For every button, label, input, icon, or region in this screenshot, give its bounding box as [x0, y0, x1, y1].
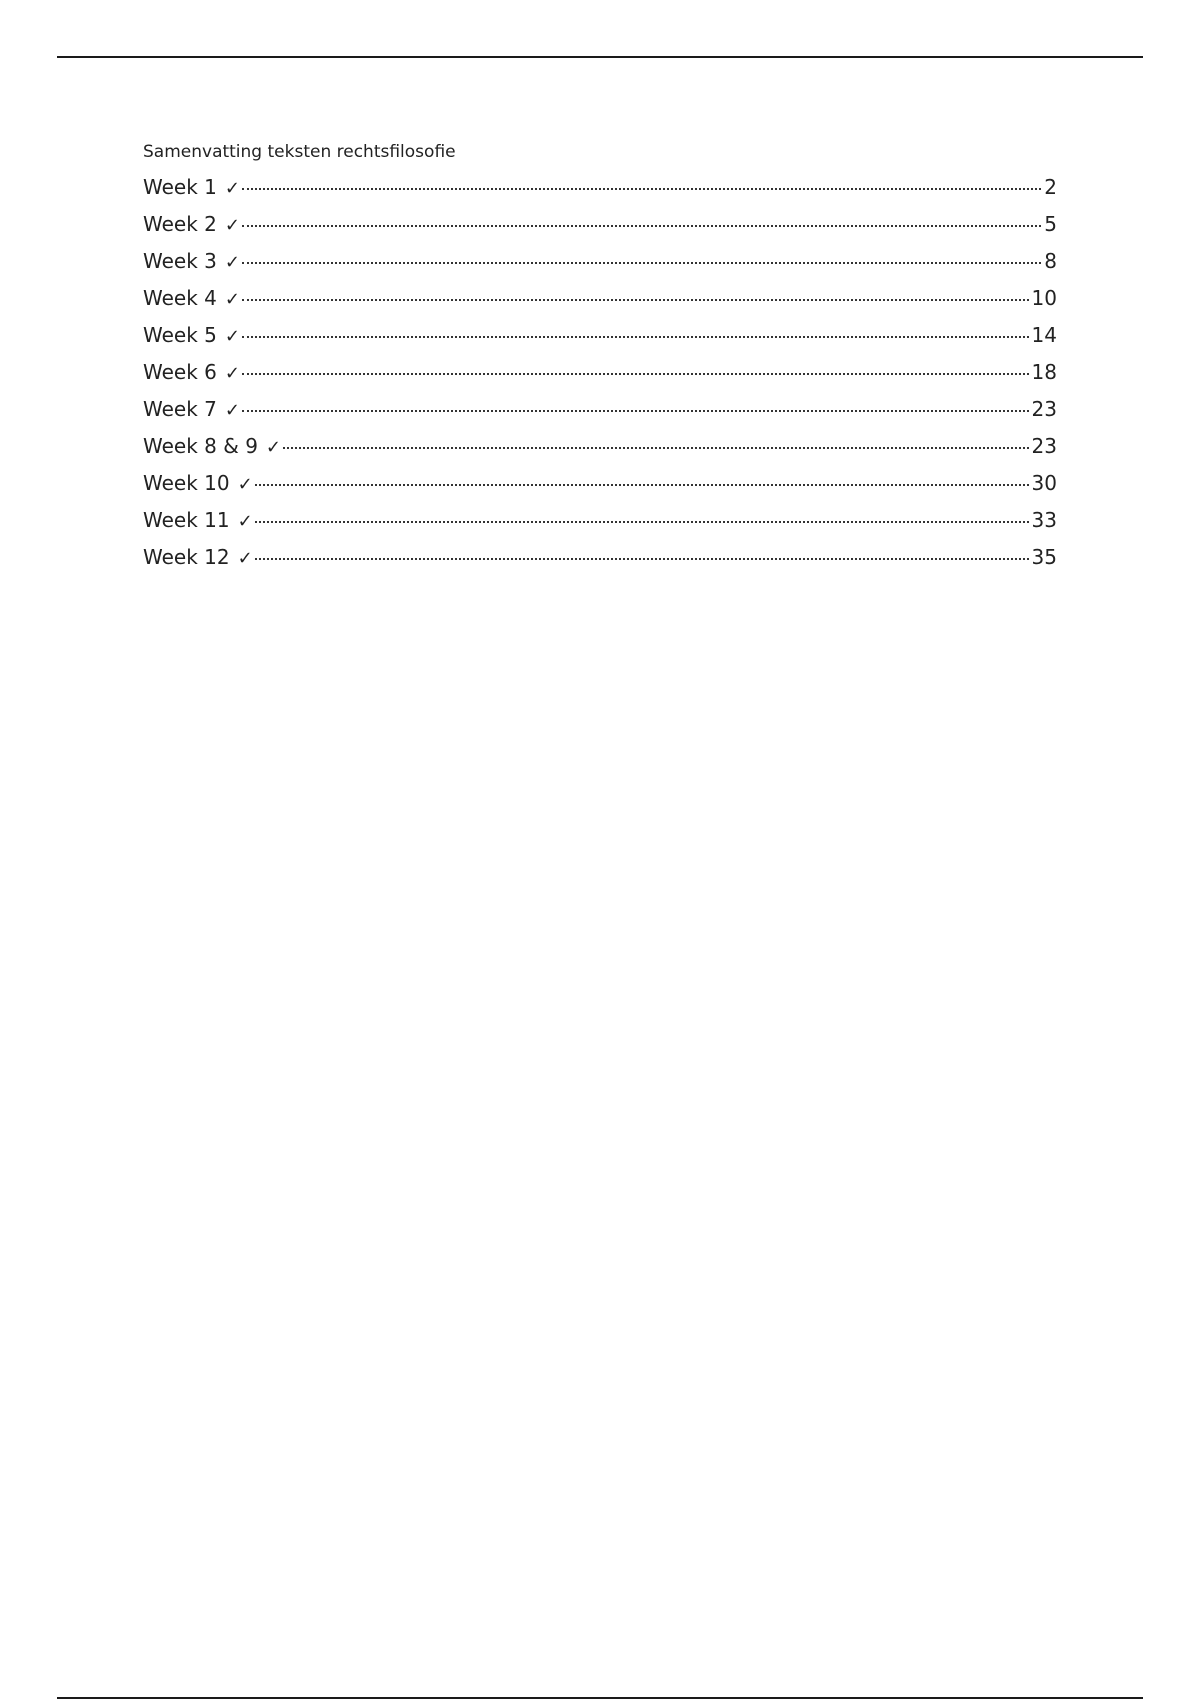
toc-entry[interactable] — [143, 433, 1057, 470]
toc-entry[interactable] — [143, 359, 1057, 396]
toc-entry-label: Week 2 — [143, 212, 217, 236]
checkmark-icon: ✓ — [224, 326, 240, 347]
dot-leader — [242, 188, 1041, 190]
toc-entry-label: Week 10 — [143, 471, 230, 495]
toc-entry-page: 23 — [1031, 397, 1057, 421]
checkmark-icon: ✓ — [224, 400, 240, 421]
toc-entry[interactable] — [143, 248, 1057, 285]
dot-leader — [255, 558, 1029, 560]
dot-leader — [242, 410, 1029, 412]
dot-leader — [242, 225, 1041, 227]
toc-entry-label: Week 11 — [143, 508, 230, 532]
toc-entry-label: Week 6 — [143, 360, 217, 384]
toc-entry-page: 10 — [1031, 286, 1057, 310]
toc-entry-page: 8 — [1044, 249, 1057, 273]
toc-entry[interactable] — [143, 507, 1057, 544]
dot-leader — [242, 373, 1029, 375]
toc-entry-label: Week 8 & 9 — [143, 434, 258, 458]
toc-entry[interactable] — [143, 285, 1057, 322]
checkmark-icon: ✓ — [237, 548, 253, 569]
toc-entry-page: 23 — [1031, 434, 1057, 458]
toc-entry-page: 35 — [1031, 545, 1057, 569]
dot-leader — [242, 262, 1041, 264]
checkmark-icon: ✓ — [224, 289, 240, 310]
checkmark-icon: ✓ — [224, 178, 240, 199]
checkmark-icon: ✓ — [224, 215, 240, 236]
toc-entry[interactable] — [143, 544, 1057, 581]
checkmark-icon: ✓ — [265, 437, 282, 458]
table-of-contents — [143, 140, 1057, 581]
dot-leader — [283, 447, 1029, 449]
toc-entry[interactable] — [143, 174, 1057, 211]
header-rule — [57, 56, 1143, 58]
toc-entry[interactable] — [143, 470, 1057, 507]
toc-entry-label: Week 1 — [143, 175, 217, 199]
toc-list — [143, 174, 1057, 581]
footer-rule — [57, 1697, 1143, 1699]
checkmark-icon: ✓ — [237, 474, 253, 495]
toc-entry-label: Week 4 — [143, 286, 217, 310]
toc-entry-label: Week 7 — [143, 397, 217, 421]
toc-entry-page: 33 — [1031, 508, 1057, 532]
toc-entry-page: 30 — [1031, 471, 1057, 495]
dot-leader — [255, 484, 1029, 486]
toc-entry-page: 5 — [1044, 212, 1057, 236]
dot-leader — [242, 299, 1029, 301]
toc-entry-page: 2 — [1044, 175, 1057, 199]
toc-entry-label: Week 5 — [143, 323, 217, 347]
toc-entry[interactable] — [143, 396, 1057, 433]
toc-entry-label: Week 12 — [143, 545, 230, 569]
dot-leader — [255, 521, 1029, 523]
toc-entry-label: Week 3 — [143, 249, 217, 273]
toc-heading: Samenvatting teksten rechtsfilosofie — [143, 142, 456, 162]
checkmark-icon: ✓ — [224, 363, 240, 384]
dot-leader — [242, 336, 1029, 338]
checkmark-icon: ✓ — [237, 511, 253, 532]
toc-entry[interactable] — [143, 322, 1057, 359]
checkmark-icon: ✓ — [224, 252, 240, 273]
toc-entry-page: 18 — [1031, 360, 1057, 384]
toc-entry-page: 14 — [1031, 323, 1057, 347]
toc-entry[interactable] — [143, 211, 1057, 248]
